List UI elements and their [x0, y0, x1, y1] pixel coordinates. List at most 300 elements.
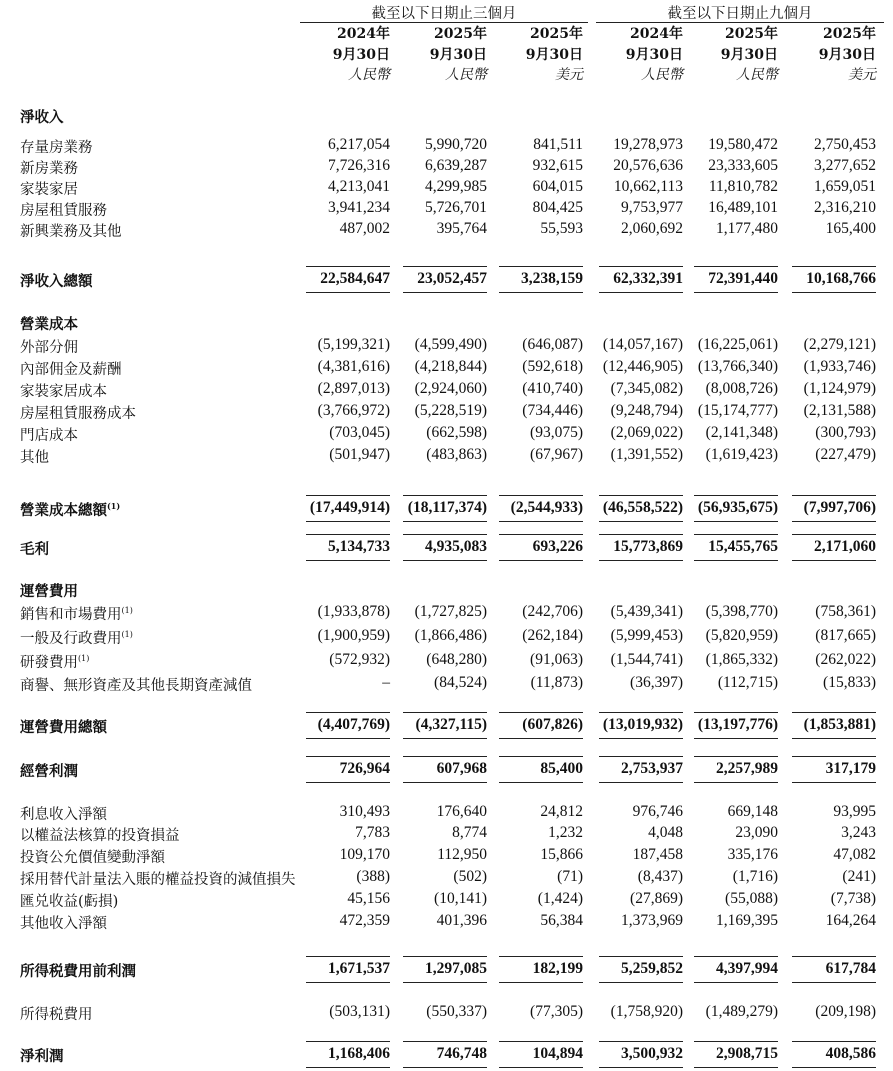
cell-value: (4,327,115) [415, 716, 487, 733]
total-rule [403, 712, 487, 713]
cell-value: (67,967) [530, 446, 583, 463]
total-rule [403, 534, 487, 535]
total-rule [694, 982, 778, 983]
cell-value: (46,558,522) [602, 499, 683, 516]
cell-value: 9,753,977 [621, 199, 683, 216]
group-header-label: 截至以下日期止九個月 [667, 6, 813, 22]
cell-value: (36,397) [630, 674, 683, 691]
row-label: 內部佣金及薪酬 [20, 362, 122, 378]
cell-value: 932,615 [532, 157, 583, 174]
total-rule [499, 266, 583, 267]
total-row [0, 1045, 893, 1065]
cell-value: (13,197,776) [697, 716, 778, 733]
total-rule [792, 1041, 876, 1042]
cell-value: 472,359 [339, 912, 390, 929]
cell-value: (262,022) [815, 651, 876, 668]
cell-value: (8,008,726) [705, 380, 778, 397]
cell-value: (8,437) [637, 868, 683, 885]
total-rule [792, 982, 876, 983]
cell-value: (703,045) [329, 424, 390, 441]
cell-value: (56,935,675) [697, 499, 778, 516]
cell-value: 23,333,605 [708, 157, 778, 174]
cell-value: 93,995 [833, 803, 876, 820]
column-header-currency: 人民幣 [736, 67, 778, 83]
cell-value: (5,439,341) [610, 603, 683, 620]
cell-value: (734,446) [522, 402, 583, 419]
row-label: 運營費用總額 [20, 719, 107, 736]
total-row [0, 716, 893, 736]
total-rule [306, 712, 390, 713]
total-rule [599, 956, 683, 957]
total-rule [792, 292, 876, 293]
total-rule [792, 1067, 876, 1068]
total-rule [499, 292, 583, 293]
total-rule [599, 1041, 683, 1042]
cell-value: 24,812 [540, 803, 583, 820]
cell-value: (18,117,374) [407, 499, 487, 516]
cell-value: (1,424) [537, 890, 583, 907]
total-rule [599, 521, 683, 522]
cell-value: 11,810,782 [708, 178, 778, 195]
row-label: 新房業務 [20, 161, 78, 177]
total-rule [792, 560, 876, 561]
total-rule [403, 982, 487, 983]
cell-value: (483,863) [426, 446, 487, 463]
column-header-date: 9月30日 [525, 46, 583, 63]
total-rule [403, 782, 487, 783]
cell-value: 2,908,715 [716, 1045, 778, 1062]
cell-value: (1,758,920) [610, 1003, 683, 1020]
row-label: 外部分佣 [20, 340, 78, 356]
cell-value: 1,297,085 [425, 960, 487, 977]
total-row [0, 499, 893, 519]
cell-value: 310,493 [339, 803, 390, 820]
table-row [0, 868, 893, 888]
cell-value: (5,228,519) [414, 402, 487, 419]
cell-value: 2,750,453 [814, 136, 876, 153]
total-rule [599, 534, 683, 535]
cell-value: (77,305) [530, 1003, 583, 1020]
cell-value: (262,184) [522, 627, 583, 644]
section-heading [0, 580, 893, 600]
total-rule [499, 782, 583, 783]
cell-value: 2,257,989 [716, 760, 778, 777]
cell-value: (209,198) [815, 1003, 876, 1020]
total-rule [599, 292, 683, 293]
column-header-year: 2025年 [725, 26, 778, 42]
row-label: 淨收入 [20, 109, 64, 126]
row-label: 經營利潤 [20, 763, 78, 780]
cell-value: 1,168,406 [328, 1045, 390, 1062]
cell-value: (71) [557, 868, 583, 885]
cell-value: 3,243 [841, 824, 876, 841]
cell-value: (16,225,061) [697, 336, 778, 353]
column-header-year: 2025年 [434, 26, 487, 42]
cell-value: 112,950 [437, 846, 487, 863]
row-label: 營業成本總額$^{(1)}$ [20, 501, 121, 519]
cell-value: 7,726,316 [328, 157, 390, 174]
total-rule [599, 738, 683, 739]
total-rule [499, 560, 583, 561]
total-rule [403, 560, 487, 561]
cell-value: 4,213,041 [328, 178, 390, 195]
cell-value: (1,933,878) [317, 603, 390, 620]
cell-value: (93,075) [530, 424, 583, 441]
row-label: 家裝家居 [20, 182, 78, 198]
table-row [0, 402, 893, 422]
cell-value: 617,784 [825, 960, 876, 977]
total-rule [792, 712, 876, 713]
cell-value: (2,897,013) [317, 380, 390, 397]
cell-value: – [382, 674, 390, 691]
cell-value: (13,019,932) [602, 716, 683, 733]
group-header-three-months [300, 2, 588, 22]
row-label: 運營費用 [20, 583, 78, 600]
cell-value: (1,544,741) [610, 651, 683, 668]
cell-value: (7,345,082) [610, 380, 683, 397]
column-header-currency: 美元 [555, 67, 583, 83]
total-rule [306, 1041, 390, 1042]
cell-value: 4,299,985 [425, 178, 487, 195]
cell-value: 3,941,234 [328, 199, 390, 216]
row-label: 房屋租賃服務 [20, 203, 107, 219]
total-rule [792, 534, 876, 535]
total-rule [694, 782, 778, 783]
cell-value: 1,169,395 [716, 912, 778, 929]
cell-value: (501,947) [329, 446, 390, 463]
cell-value: 1,232 [548, 824, 583, 841]
total-rule [599, 756, 683, 757]
cell-value: (27,869) [630, 890, 683, 907]
cell-value: (592,618) [522, 358, 583, 375]
cell-value: (9,248,794) [610, 402, 683, 419]
cell-value: (11,873) [530, 674, 583, 691]
column-header [493, 24, 583, 86]
row-label: 其他 [20, 450, 49, 466]
cell-value: 15,455,765 [708, 538, 778, 555]
table-row [0, 824, 893, 844]
cell-value: 5,726,701 [425, 199, 487, 216]
cell-value: 3,500,932 [621, 1045, 683, 1062]
cell-value: 15,773,869 [613, 538, 683, 555]
cell-value: (91,063) [530, 651, 583, 668]
column-header-year: 2024年 [337, 26, 390, 42]
cell-value: 401,396 [436, 912, 487, 929]
cell-value: 3,277,652 [814, 157, 876, 174]
cell-value: 10,168,766 [806, 270, 876, 287]
cell-value: (242,706) [522, 603, 583, 620]
table-row [0, 674, 893, 694]
cell-value: 182,199 [532, 960, 583, 977]
cell-value: (17,449,914) [309, 499, 390, 516]
cell-value: (662,598) [426, 424, 487, 441]
cell-value: 1,671,537 [328, 960, 390, 977]
group-header-label: 截至以下日期止三個月 [371, 6, 517, 22]
column-header-currency: 人民幣 [445, 67, 487, 83]
cell-value: 2,060,692 [621, 220, 683, 237]
total-rule [792, 521, 876, 522]
total-rule [306, 782, 390, 783]
total-rule [306, 292, 390, 293]
table-row [0, 446, 893, 466]
total-rule [694, 1041, 778, 1042]
cell-value: (1,866,486) [414, 627, 487, 644]
table-row [0, 220, 893, 240]
total-row [0, 760, 893, 780]
cell-value: 16,489,101 [708, 199, 778, 216]
cell-value: (13,766,340) [697, 358, 778, 375]
total-rule [403, 738, 487, 739]
total-rule [499, 534, 583, 535]
total-rule [599, 782, 683, 783]
total-row [0, 960, 893, 980]
cell-value: 317,179 [825, 760, 876, 777]
cell-value: 3,238,159 [521, 270, 583, 287]
row-label: 存量房業務 [20, 140, 93, 156]
cell-value: (241) [842, 868, 876, 885]
total-rule [403, 1041, 487, 1042]
cell-value: 45,156 [347, 890, 390, 907]
total-rule [403, 956, 487, 957]
cell-value: (2,069,022) [610, 424, 683, 441]
cell-value: (1,619,423) [705, 446, 778, 463]
cell-value: 607,968 [436, 760, 487, 777]
cell-value: 22,584,647 [320, 270, 390, 287]
cell-value: (1,727,825) [414, 603, 487, 620]
cell-value: (817,665) [815, 627, 876, 644]
cell-value: 15,866 [540, 846, 583, 863]
table-row [0, 627, 893, 647]
total-rule [499, 982, 583, 983]
column-header-date: 9月30日 [625, 46, 683, 63]
total-rule [306, 956, 390, 957]
total-rule [403, 521, 487, 522]
cell-value: 1,373,969 [621, 912, 683, 929]
section-heading [0, 106, 893, 126]
total-rule [694, 266, 778, 267]
total-rule [403, 495, 487, 496]
total-rule [306, 738, 390, 739]
cell-value: (12,446,905) [602, 358, 683, 375]
column-header [593, 24, 683, 86]
cell-value: (646,087) [522, 336, 583, 353]
total-rule [499, 521, 583, 522]
cell-value: 4,048 [648, 824, 683, 841]
row-label: 門店成本 [20, 428, 78, 444]
total-rule [792, 756, 876, 757]
table-row [0, 136, 893, 156]
cell-value: 176,640 [436, 803, 487, 820]
cell-value: 104,894 [532, 1045, 583, 1062]
row-label: 利息收入淨額 [20, 807, 107, 823]
column-header-date: 9月30日 [429, 46, 487, 63]
cell-value: (1,853,881) [803, 716, 876, 733]
table-row [0, 603, 893, 623]
cell-value: (2,544,933) [510, 499, 583, 516]
row-label: 新興業務及其他 [20, 224, 122, 240]
cell-value: (1,900,959) [317, 627, 390, 644]
total-rule [792, 738, 876, 739]
cell-value: 604,015 [532, 178, 583, 195]
row-label: 商譽、無形資產及其他長期資產減值 [20, 678, 252, 694]
cell-value: (388) [356, 868, 390, 885]
cell-value: 8,774 [452, 824, 487, 841]
cell-value: (4,381,616) [317, 358, 390, 375]
cell-value: (10,141) [434, 890, 487, 907]
cell-value: 55,593 [540, 220, 583, 237]
total-rule [499, 756, 583, 757]
total-rule [306, 1067, 390, 1068]
total-rule [306, 982, 390, 983]
table-row [0, 380, 893, 400]
cell-value: 23,090 [735, 824, 778, 841]
total-row [0, 270, 893, 290]
cell-value: (4,599,490) [414, 336, 487, 353]
cell-value: 1,659,051 [814, 178, 876, 195]
table-row [0, 890, 893, 910]
cell-value: (112,715) [717, 674, 778, 691]
table-row [0, 336, 893, 356]
total-rule [694, 292, 778, 293]
cell-value: 726,964 [339, 760, 390, 777]
cell-value: (5,199,321) [317, 336, 390, 353]
column-header-currency: 人民幣 [641, 67, 683, 83]
cell-value: 2,753,937 [621, 760, 683, 777]
total-rule [792, 782, 876, 783]
row-label: 採用替代計量法入賬的權益投資的減值損失 [20, 872, 296, 888]
cell-value: (5,999,453) [610, 627, 683, 644]
cell-value: (1,489,279) [705, 1003, 778, 1020]
cell-value: (503,131) [329, 1003, 390, 1020]
total-rule [694, 712, 778, 713]
cell-value: (2,279,121) [803, 336, 876, 353]
total-rule [499, 495, 583, 496]
table-row [0, 157, 893, 177]
cell-value: 19,278,973 [613, 136, 683, 153]
cell-value: (15,174,777) [697, 402, 778, 419]
total-rule [306, 756, 390, 757]
cell-value: (2,924,060) [414, 380, 487, 397]
cell-value: (7,738) [830, 890, 876, 907]
total-rule [306, 521, 390, 522]
cell-value: 56,384 [540, 912, 583, 929]
total-rule [306, 495, 390, 496]
total-rule [306, 534, 390, 535]
total-rule [792, 495, 876, 496]
cell-value: 5,990,720 [425, 136, 487, 153]
row-label: 投資公允價值變動淨額 [20, 850, 165, 866]
total-rule [599, 712, 683, 713]
cell-value: (5,820,959) [705, 627, 778, 644]
cell-value: (648,280) [426, 651, 487, 668]
table-row [0, 1003, 893, 1023]
group-header-nine-months [596, 2, 884, 22]
cell-value: (550,337) [426, 1003, 487, 1020]
cell-value: 487,002 [339, 220, 390, 237]
table-row [0, 424, 893, 444]
total-rule [403, 756, 487, 757]
total-rule [599, 495, 683, 496]
cell-value: (758,361) [815, 603, 876, 620]
total-rule [599, 982, 683, 983]
table-row [0, 846, 893, 866]
cell-value: 19,580,472 [708, 136, 778, 153]
column-header [688, 24, 778, 86]
total-rule [499, 738, 583, 739]
row-label: 所得税費用前利潤 [20, 963, 136, 980]
column-header [786, 24, 876, 86]
cell-value: (7,997,706) [803, 499, 876, 516]
cell-value: (5,398,770) [705, 603, 778, 620]
row-label: 匯兑收益(虧損) [20, 894, 119, 910]
total-rule [499, 1041, 583, 1042]
cell-value: 85,400 [540, 760, 583, 777]
cell-value: 669,148 [727, 803, 778, 820]
total-rule [694, 534, 778, 535]
row-label: 研發費用$^{(1)}$ [20, 654, 90, 671]
cell-value: 4,397,994 [716, 960, 778, 977]
cell-value: 6,639,287 [425, 157, 487, 174]
cell-value: (1,716) [732, 868, 778, 885]
total-rule [403, 1067, 487, 1068]
cell-value: (300,793) [815, 424, 876, 441]
column-header-year: 2025年 [530, 26, 583, 42]
cell-value: 5,259,852 [621, 960, 683, 977]
cell-value: (1,391,552) [610, 446, 683, 463]
row-label: 營業成本 [20, 316, 78, 333]
column-header-currency: 人民幣 [348, 67, 390, 83]
cell-value: (227,479) [815, 446, 876, 463]
total-rule [306, 266, 390, 267]
cell-value: (607,826) [522, 716, 583, 733]
cell-value: 6,217,054 [328, 136, 390, 153]
section-heading [0, 313, 893, 333]
cell-value: 335,176 [727, 846, 778, 863]
row-label: 家裝家居成本 [20, 384, 107, 400]
cell-value: 10,662,113 [613, 178, 683, 195]
footnote-marker: (1) [78, 654, 90, 664]
cell-value: 72,391,440 [708, 270, 778, 287]
cell-value: 109,170 [339, 846, 390, 863]
cell-value: 693,226 [532, 538, 583, 555]
cell-value: (1,865,332) [705, 651, 778, 668]
cell-value: (572,932) [329, 651, 390, 668]
cell-value: (1,933,746) [803, 358, 876, 375]
cell-value: 23,052,457 [417, 270, 487, 287]
total-rule [694, 956, 778, 957]
cell-value: 408,586 [825, 1045, 876, 1062]
total-rule [403, 292, 487, 293]
cell-value: (1,124,979) [803, 380, 876, 397]
total-rule [499, 712, 583, 713]
footnote-marker: (1) [121, 630, 133, 640]
row-label: 所得税費用 [20, 1007, 93, 1023]
total-rule [599, 1067, 683, 1068]
row-label: 以權益法核算的投資損益 [20, 828, 180, 844]
cell-value: 164,264 [825, 912, 876, 929]
column-header-date: 9月30日 [818, 46, 876, 63]
column-header-currency: 美元 [848, 67, 876, 83]
cell-value: 7,783 [355, 824, 390, 841]
cell-value: 62,332,391 [613, 270, 683, 287]
cell-value: (84,524) [434, 674, 487, 691]
total-rule [792, 956, 876, 957]
total-rule [694, 560, 778, 561]
table-row [0, 199, 893, 219]
cell-value: 395,764 [436, 220, 487, 237]
row-label: 其他收入淨額 [20, 916, 107, 932]
footnote-marker: (1) [121, 606, 133, 616]
